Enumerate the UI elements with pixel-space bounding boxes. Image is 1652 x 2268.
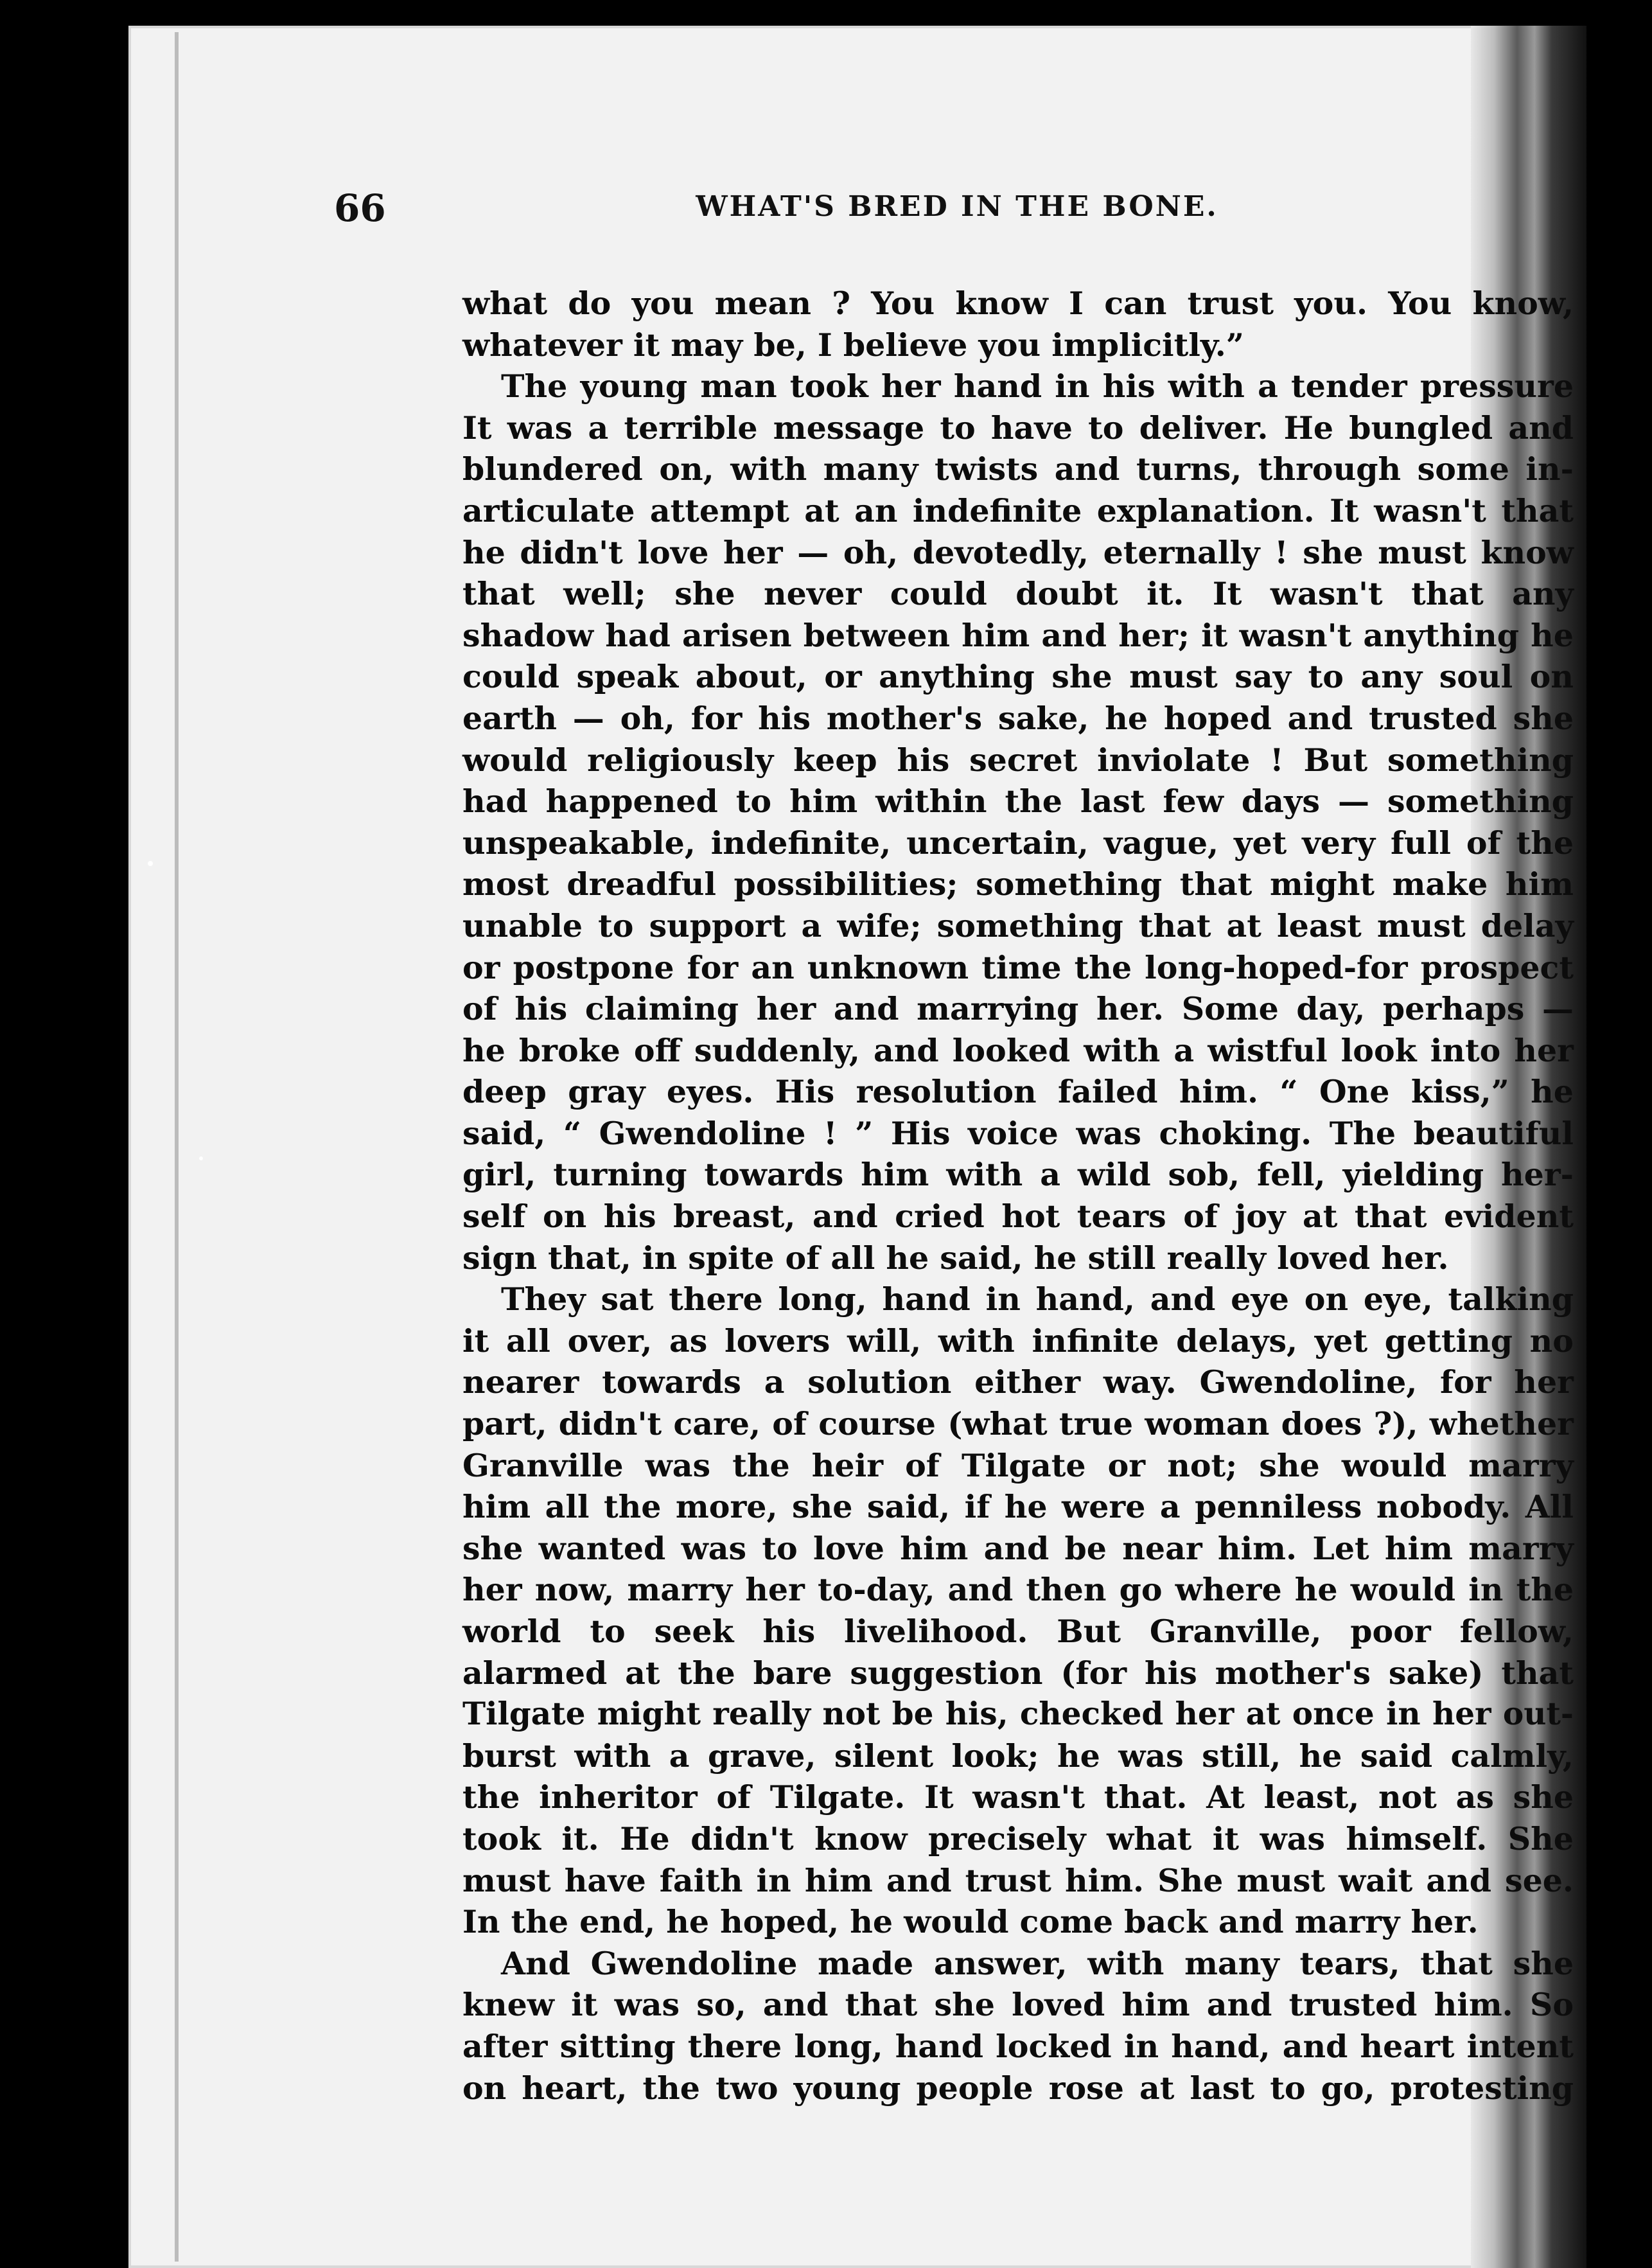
text-line: deep gray eyes. His resolution failed him. “ One kiss,” he <box>462 1073 1574 1111</box>
text-line: And Gwendoline made answer, with many tears, that she <box>501 1944 1574 1982</box>
text-line: of his claiming her and marrying her. Some day, perhaps — <box>462 990 1574 1028</box>
text-line: blundered on, with many twists and turns, through some in- <box>462 450 1574 488</box>
text-line: Granville was the heir of Tilgate or not; she would marry <box>462 1446 1574 1484</box>
text-line: unable to support a wife; something that at least must delay <box>462 907 1574 944</box>
text-line: could speak about, or anything she must say to any soul on <box>462 658 1574 696</box>
text-line: alarmed at the bare suggestion (for his mother's sake) that <box>462 1654 1574 1692</box>
text-line: her now, marry her to-day, and then go where he would in the <box>462 1571 1574 1609</box>
text-line: sign that, in spite of all he said, he still really loved her. <box>462 1239 1449 1277</box>
scan-speck <box>199 1156 203 1160</box>
text-line: he didn't love her — oh, devotedly, eternally ! she must know <box>462 533 1574 571</box>
running-title: WHAT'S BRED IN THE BONE. <box>696 190 1218 223</box>
text-line: or postpone for an unknown time the long-hoped-for prospect <box>462 948 1574 986</box>
text-line: after sitting there long, hand locked in hand, and heart intent <box>462 2027 1574 2065</box>
text-line: articulate attempt at an indefinite explanation. It wasn't that <box>462 492 1574 529</box>
text-line: self on his breast, and cried hot tears of joy at that evident <box>462 1198 1574 1236</box>
text-line: earth — oh, for his mother's sake, he hoped and trusted she <box>462 699 1574 737</box>
text-line: girl, turning towards him with a wild sob, fell, yielding her- <box>462 1156 1574 1194</box>
scan-speck <box>148 861 153 866</box>
text-line: most dreadful possibilities; something that might make him <box>462 865 1574 903</box>
text-line: he broke off suddenly, and looked with a wistful look into her <box>462 1031 1574 1069</box>
page-number: 66 <box>334 186 386 230</box>
text-line: took it. He didn't know precisely what it was himself. She <box>462 1820 1574 1857</box>
text-line: what do you mean ? You know I can trust you. You know, <box>462 285 1574 322</box>
text-line: on heart, the two young people rose at last to go, protesting <box>462 2069 1574 2107</box>
text-line: Tilgate might really not be his, checked her at once in her out- <box>462 1696 1574 1733</box>
page-inner-border <box>175 32 179 2262</box>
text-line: that well; she never could doubt it. It wasn't that any <box>462 575 1574 613</box>
text-line: They sat there long, hand in hand, and eye on eye, talking <box>501 1280 1574 1318</box>
text-line: part, didn't care, of course (what true woman does ?), whether <box>462 1405 1574 1443</box>
text-line: shadow had arisen between him and her; it wasn't anything he <box>462 616 1574 654</box>
text-line: must have faith in him and trust him. She must wait and see. <box>462 1861 1574 1899</box>
text-line: it all over, as lovers will, with infinite delays, yet getting no <box>462 1322 1574 1360</box>
page-header <box>334 186 1580 238</box>
text-line: had happened to him within the last few days — something <box>462 783 1574 820</box>
text-line: she wanted was to love him and be near him. Let him marry <box>462 1529 1574 1567</box>
text-line: would religiously keep his secret inviolate ! But something <box>462 741 1574 779</box>
text-line: burst with a grave, silent look; he was still, he said calmly, <box>462 1737 1574 1775</box>
body-text <box>462 283 1574 2109</box>
text-line: world to seek his livelihood. But Granville, poor fellow, <box>462 1613 1574 1650</box>
text-line: knew it was so, and that she loved him and trusted him. So <box>462 1986 1574 2024</box>
text-line: unspeakable, indefinite, uncertain, vague, yet very full of the <box>462 824 1574 862</box>
text-line: nearer towards a solution either way. Gwendoline, for her <box>462 1363 1574 1401</box>
text-line: In the end, he hoped, he would come back and marry her. <box>462 1903 1479 1941</box>
text-line: The young man took her hand in his with a tender pressure <box>501 368 1574 405</box>
text-line: said, “ Gwendoline ! ” His voice was choking. The beautiful <box>462 1114 1574 1152</box>
text-line: him all the more, she said, if he were a penniless nobody. All <box>462 1488 1574 1526</box>
text-line: whatever it may be, I believe you implicitly.” <box>462 326 1244 364</box>
book-page <box>128 26 1586 2268</box>
text-line: the inheritor of Tilgate. It wasn't that. At least, not as she <box>462 1778 1574 1816</box>
text-line: It was a terrible message to have to deliver. He bungled and <box>462 409 1574 447</box>
